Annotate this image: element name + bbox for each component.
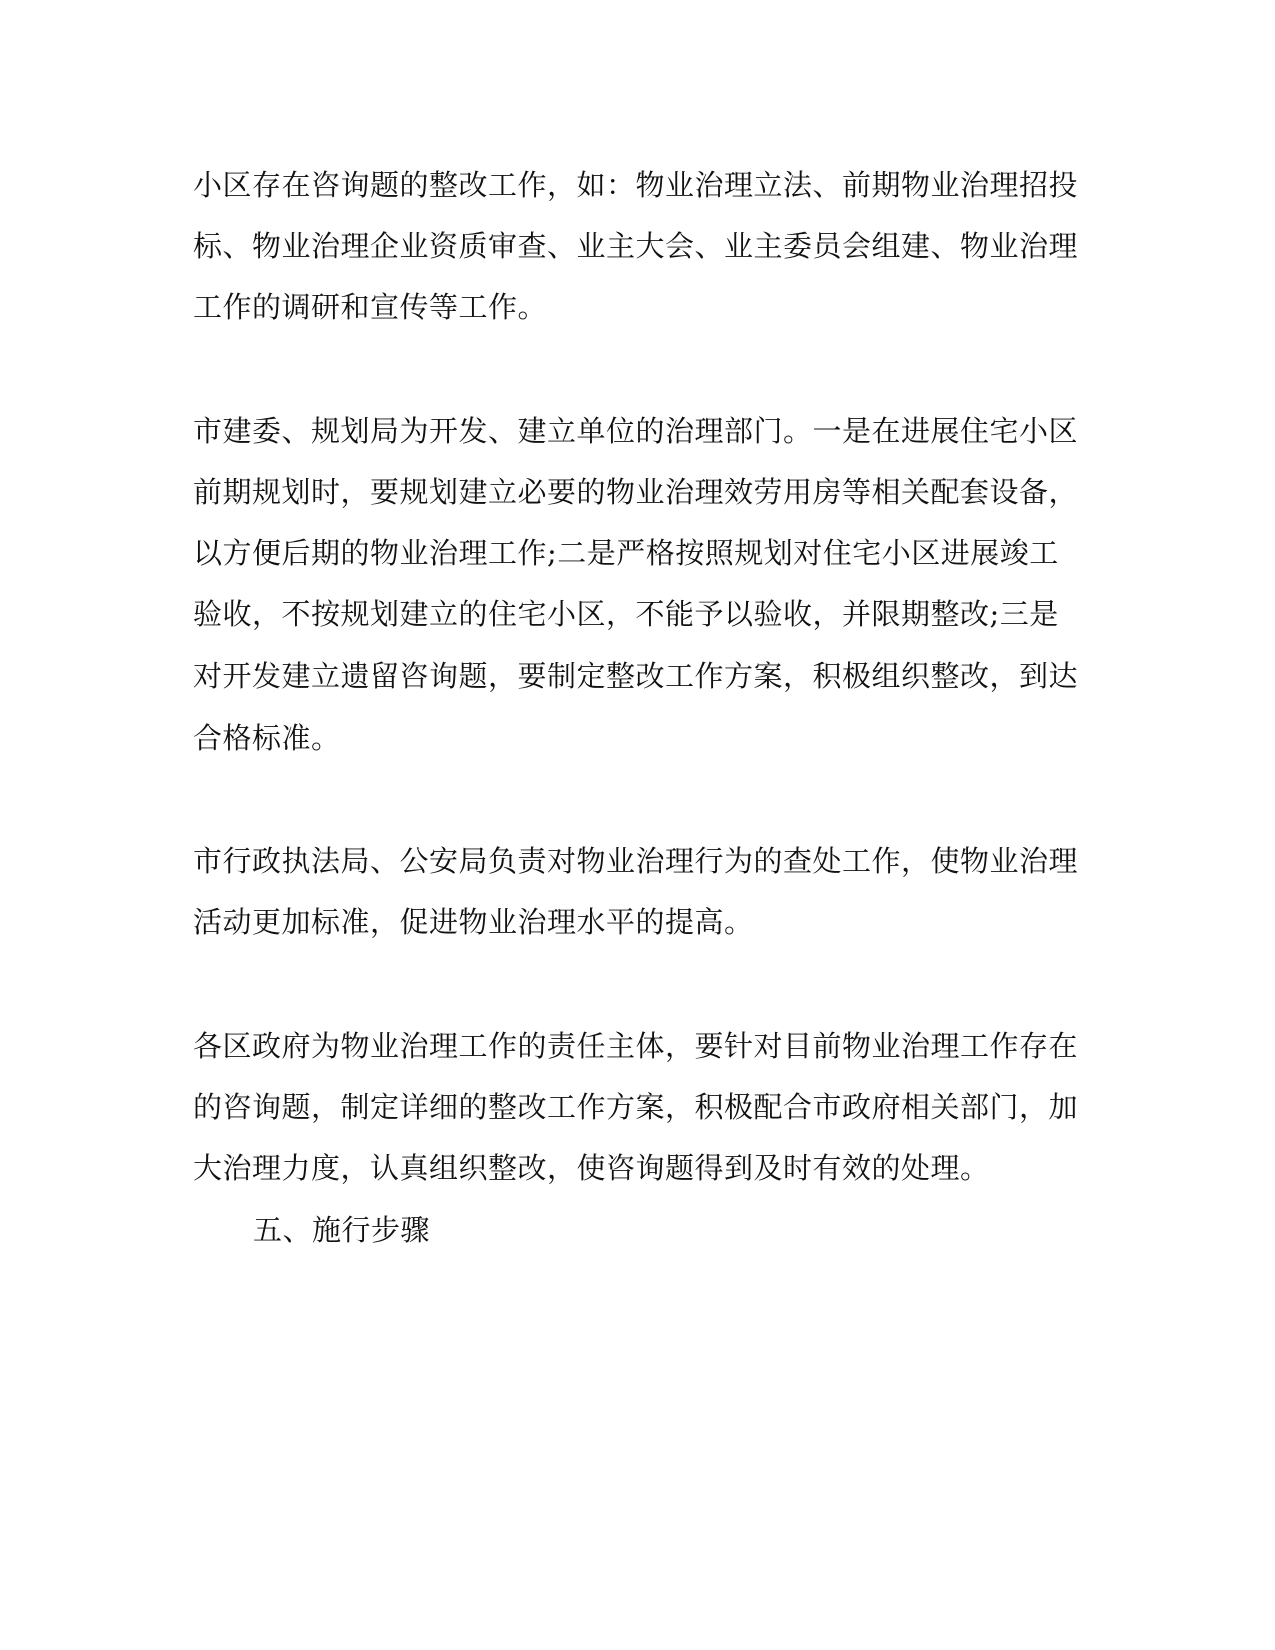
paragraph-1-line-2: 标、物业治理企业资质审查、业主大会、业主委员会组建、物业治理	[193, 229, 1079, 263]
paragraph-2-line-1: 市建委、规划局为开发、建立单位的治理部门。一是在进展住宅小区	[193, 414, 1079, 448]
paragraph-3-line-1: 市行政执法局、公安局负责对物业治理行为的查处工作，使物业治理	[193, 844, 1079, 878]
paragraph-2-line-5: 对开发建立遗留咨询题，要制定整改工作方案，积极组织整改，到达	[193, 659, 1079, 693]
paragraph-4-line-1: 各区政府为物业治理工作的责任主体，要针对目前物业治理工作存在	[193, 1029, 1079, 1063]
paragraph-3-line-2: 活动更加标准，促进物业治理水平的提高。	[193, 905, 754, 939]
paragraph-2-line-3: 以方便后期的物业治理工作;二是严格按照规划对住宅小区进展竣工	[193, 536, 1059, 570]
paragraph-1-line-3: 工作的调研和宣传等工作。	[193, 290, 548, 324]
paragraph-2-line-4: 验收，不按规划建立的住宅小区，不能予以验收，并限期整改;三是	[193, 597, 1059, 631]
section-heading: 五、施行步骤	[253, 1213, 431, 1247]
paragraph-1-line-1: 小区存在咨询题的整改工作，如：物业治理立法、前期物业治理招投	[193, 168, 1079, 202]
paragraph-2-line-2: 前期规划时，要规划建立必要的物业治理效劳用房等相关配套设备，	[193, 475, 1079, 509]
paragraph-4-line-2: 的咨询题，制定详细的整改工作方案，积极配合市政府相关部门，加	[193, 1090, 1079, 1124]
paragraph-2-line-6: 合格标准。	[193, 721, 341, 755]
paragraph-4-line-3: 大治理力度，认真组织整改，使咨询题得到及时有效的处理。	[193, 1151, 990, 1185]
